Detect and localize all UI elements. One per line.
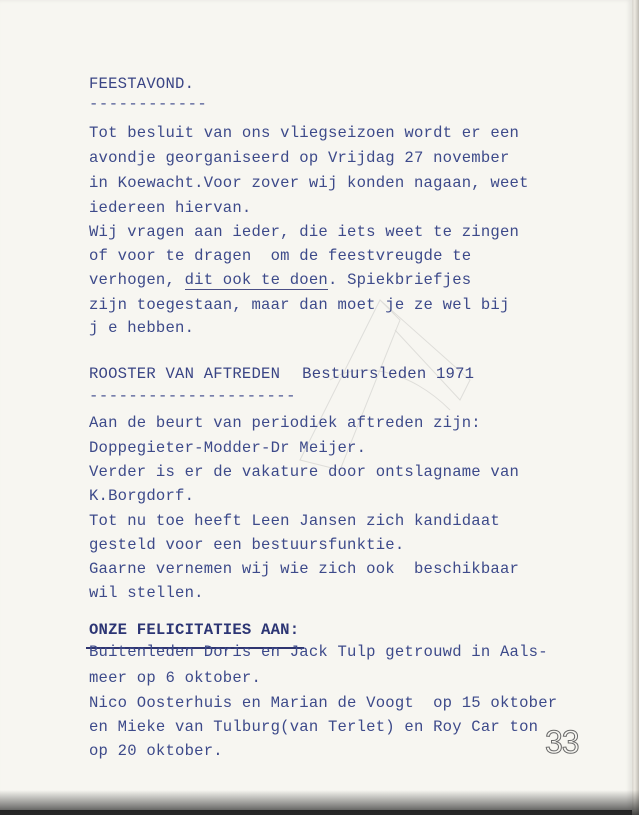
paragraph-line: op 20 oktober. <box>89 742 223 760</box>
bottom-shadow <box>0 790 639 815</box>
paragraph-line: of voor te dragen om de feestvreugde te <box>89 247 472 265</box>
paragraph-line: Verder is er de vakature door ontslagname van <box>89 463 520 481</box>
paragraph-line: Tot nu toe heeft Leen Jansen zich kandidaat <box>89 512 500 530</box>
paragraph-line: gesteld voor een bestuursfunktie. <box>89 536 405 554</box>
paragraph-line: zijn toegestaan, maar dan moet je ze wel bij <box>89 296 510 314</box>
rooster-title: ROOSTER VAN AFTREDEN <box>89 365 281 383</box>
paragraph-line: iedereen hiervan. <box>89 199 252 217</box>
text-segment: . Spiekbriefjes <box>327 271 472 289</box>
paragraph-line: Tot besluit van ons vliegseizoen wordt er een <box>89 124 520 142</box>
paragraph-line: meer op 6 oktober. <box>89 669 262 687</box>
paragraph-line: Nico Oosterhuis en Marian de Voogt op 15 oktober <box>89 694 558 712</box>
paragraph-line: Wij vragen aan ieder, die iets weet te zingen <box>89 223 520 241</box>
underlined-text: dit ook te doen <box>184 271 328 289</box>
paragraph-line: wil stellen. <box>89 584 204 602</box>
paragraph-line-emphasis <box>89 270 471 290</box>
section-title-rooster <box>89 364 474 384</box>
rooster-subtitle: Bestuursleden 1971 <box>302 365 475 383</box>
section-title-felicitaties: ONZE FELICITATIES AAN: <box>89 621 300 639</box>
paragraph-line: in Koewacht.Voor zover wij konden nagaan, weet <box>89 174 529 192</box>
page-number: 33 <box>545 724 579 760</box>
page-edge <box>632 0 639 815</box>
paragraph-line: avondje georganiseerd op Vrijdag 27 november <box>89 149 510 167</box>
paragraph-line: K.Borgdorf. <box>89 487 195 505</box>
paragraph-line: Gaarne vernemen wij wie zich ook beschikbaar <box>89 560 520 578</box>
text-segment: verhogen, <box>89 271 185 289</box>
section-rule-feestavond: ------------ <box>89 95 208 113</box>
paragraph-line: j e hebben. <box>89 319 195 337</box>
paragraph-line: en Mieke van Tulburg(van Terlet) en Roy Car ton <box>89 718 539 736</box>
paragraph-line: Aan de beurt van periodiek aftreden zijn: <box>89 414 481 432</box>
section-title-feestavond: FEESTAVOND. <box>89 75 195 93</box>
paragraph-line: Buitenleden Doris en Jack Tulp getrouwd in Aals- <box>89 643 548 661</box>
section-rule-rooster: --------------------- <box>89 387 297 405</box>
paragraph-line: Doppegieter-Modder-Dr Meijer. <box>89 439 367 457</box>
